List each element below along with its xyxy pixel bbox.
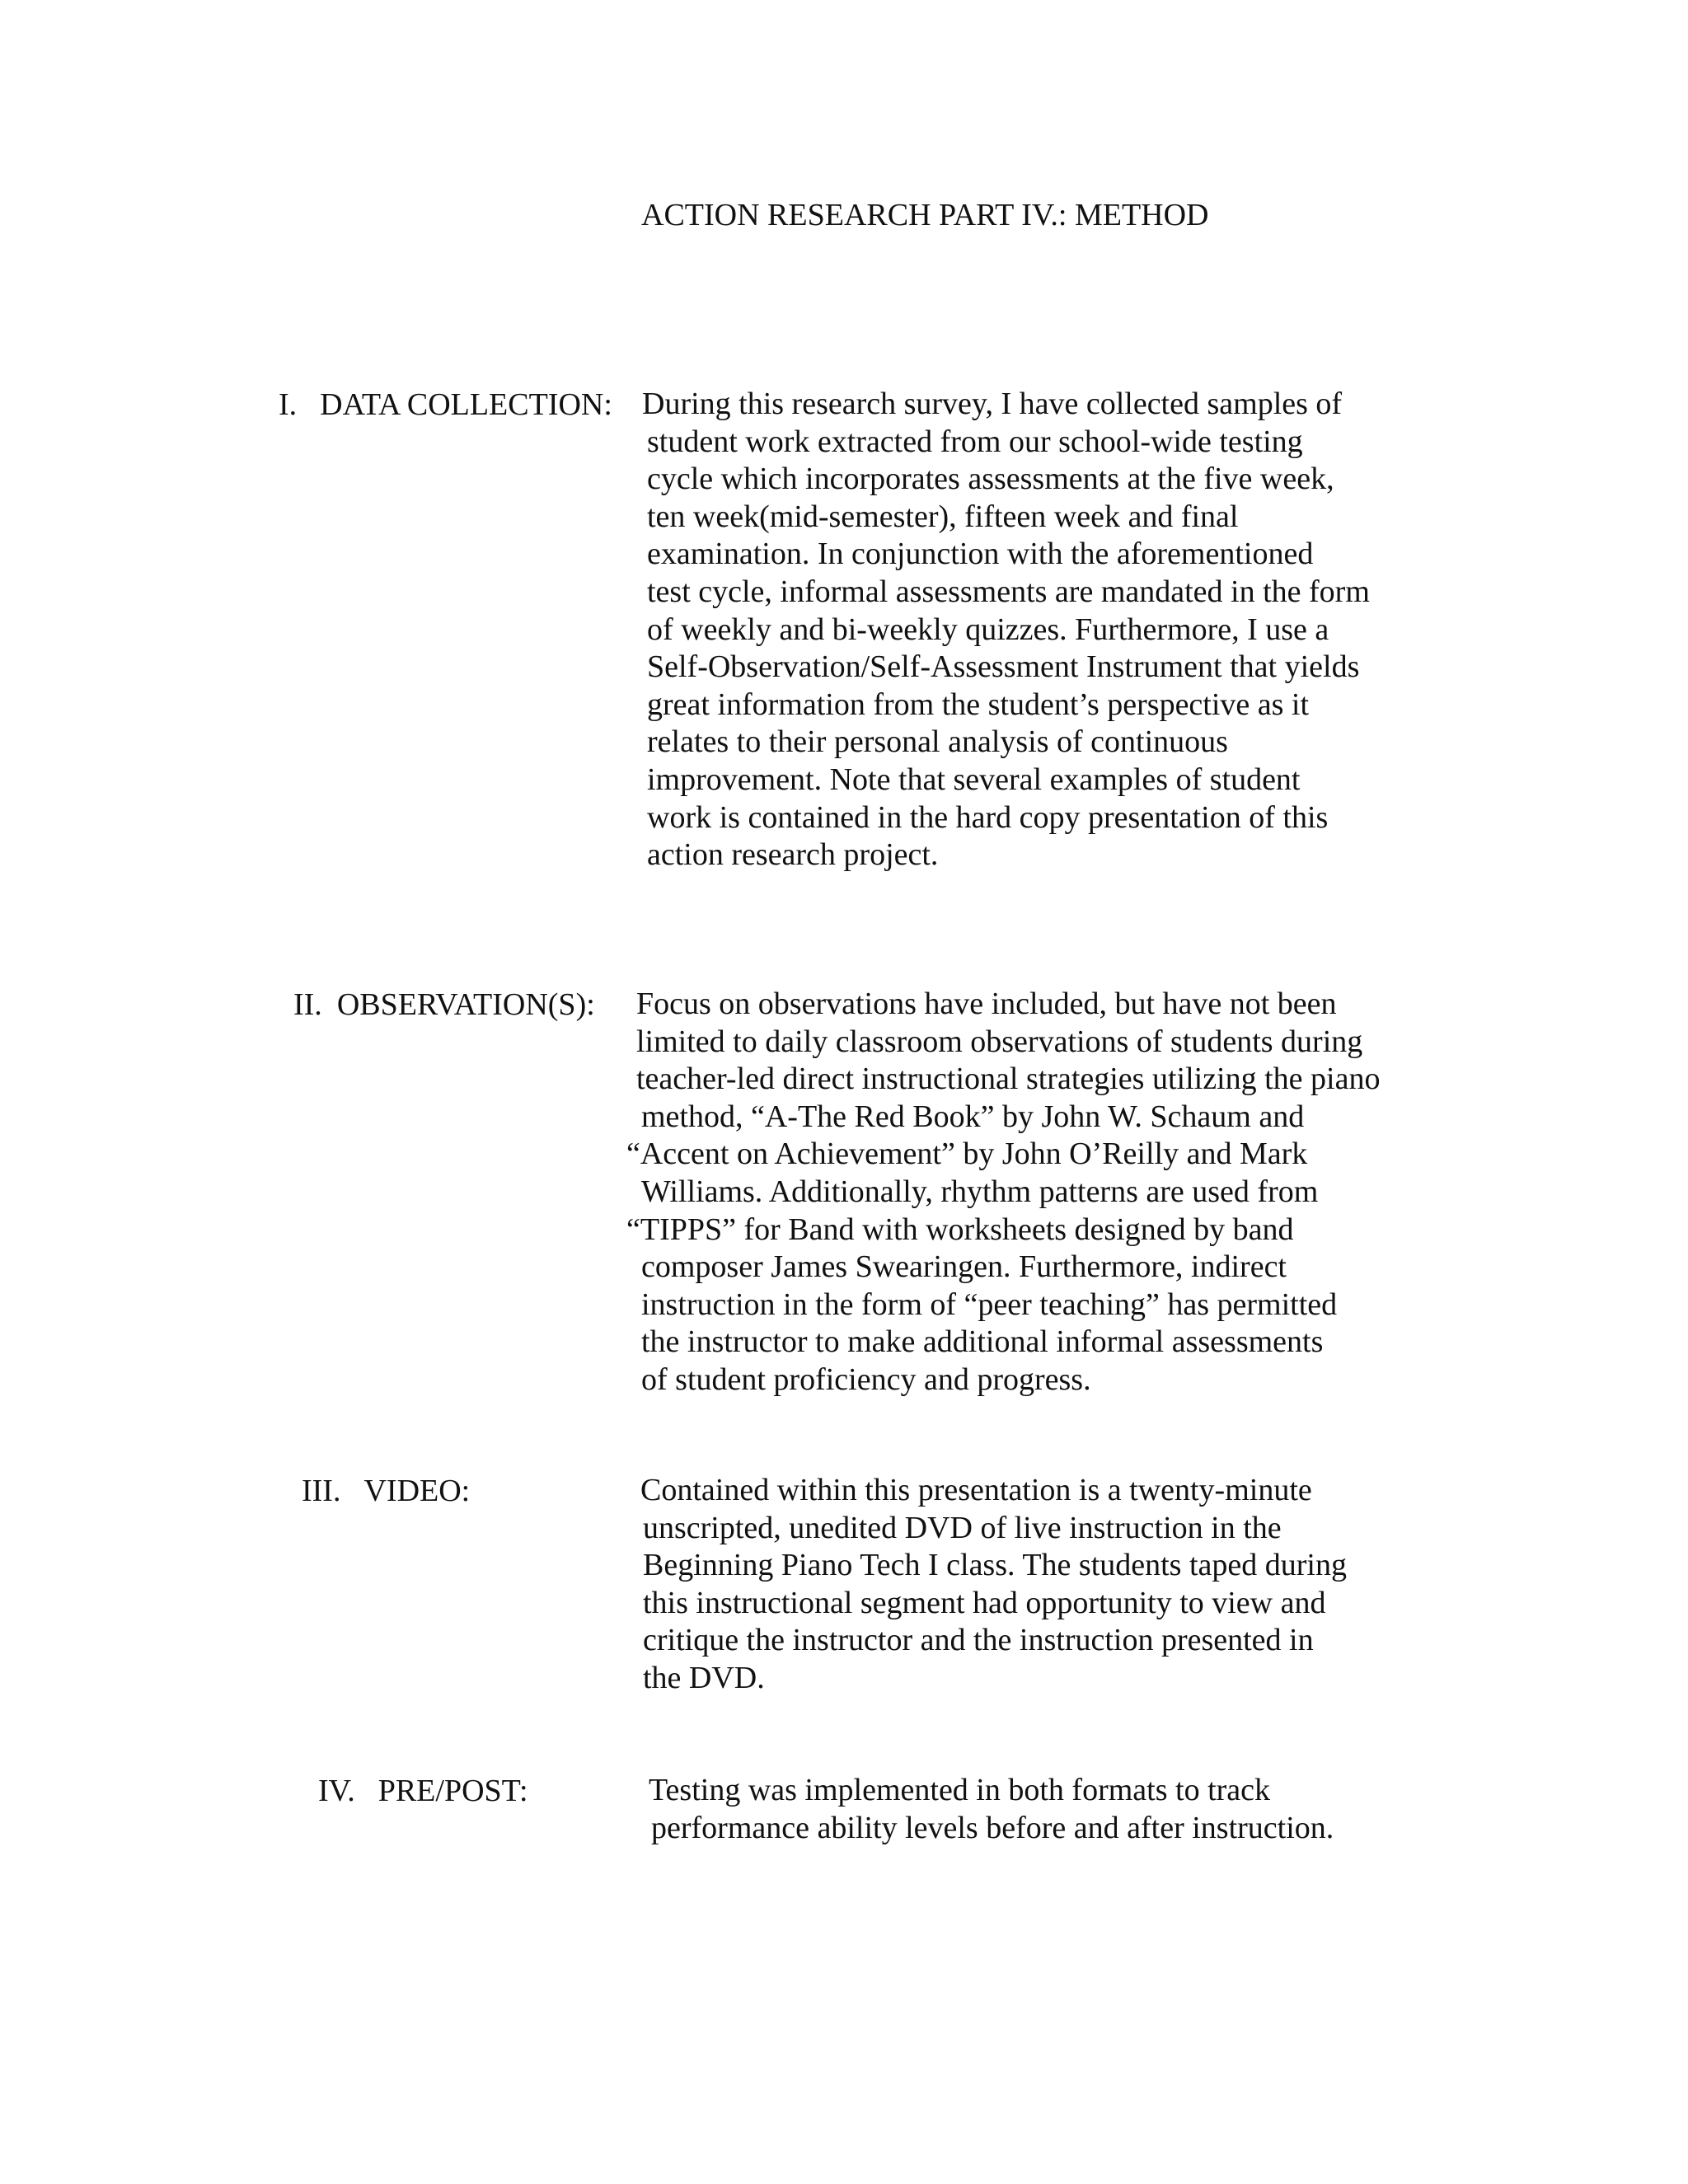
section-heading-text: DATA COLLECTION: [320,387,612,422]
section-body [642,386,1370,874]
body-line: method, “A-The Red Book” by John W. Schaum and [641,1099,1305,1134]
body-line: cycle which incorporates assessments at the five week, [647,462,1334,497]
section-body [640,1472,1347,1698]
body-line: great information from the student’s perspective as it [647,687,1310,722]
section-numeral: IV. [318,1774,355,1808]
body-line: Beginning Piano Tech I class. The students taped during [643,1548,1347,1583]
body-line: work is contained in the hard copy presentation of this [647,799,1329,835]
body-line: Williams. Additionally, rhythm patterns are used from [641,1174,1319,1209]
section-heading-text: OBSERVATION(S): [336,987,595,1022]
body-line: test cycle, informal assessments are mandated in the form [647,574,1370,609]
body-line: Focus on observations have included, but have not been [636,987,1337,1021]
body-line: During this research survey, I have collected samples of [642,387,1343,421]
body-line: the DVD. [643,1660,765,1695]
body-line: ten week(mid-semester), fifteen week and final [647,499,1239,534]
body-line: Testing was implemented in both formats to track [649,1773,1271,1807]
body-line: critique the instructor and the instruction presented in [643,1623,1314,1658]
section-body [626,986,1380,1399]
body-line: unscripted, unedited DVD of live instruction in the [643,1510,1282,1545]
body-line: this instructional segment had opportunity to view and [643,1585,1326,1620]
section-numeral: III. [302,1474,341,1508]
section-heading [279,386,612,424]
body-line: of weekly and bi-weekly quizzes. Furthermore, I use a [647,612,1329,647]
body-line: Contained within this presentation is a twenty-minute [640,1473,1312,1507]
body-line: student work extracted from our school-wide testing [647,424,1303,459]
section-numeral: I. [279,387,298,422]
body-line: relates to their personal analysis of continuous [647,724,1228,760]
document-title: ACTION RESEARCH PART IV.: METHOD [641,198,1209,232]
section-heading-text: PRE/POST: [377,1774,528,1808]
body-line: Self-Observation/Self-Assessment Instrument that yields [647,649,1360,685]
body-line: the instructor to make additional informal assessments [641,1324,1324,1360]
body-line: performance ability levels before and after instruction. [651,1810,1334,1845]
body-line: composer James Swearingen. Furthermore, indirect [641,1249,1287,1285]
body-line: instruction in the form of “peer teaching” has permitted [641,1286,1338,1322]
body-line: limited to daily classroom observations of students during [636,1024,1363,1059]
section-numeral: II. [293,987,322,1022]
body-line: improvement. Note that several examples of student [647,762,1301,797]
body-line: teacher-led direct instructional strategies utilizing the piano [636,1062,1381,1097]
body-line: “Accent on Achievement” by John O’Reilly and Mark [626,1137,1308,1172]
section-body [649,1772,1334,1847]
body-line: action research project. [647,837,939,873]
section-heading [293,986,595,1024]
body-line: “TIPPS” for Band with worksheets designed by band [626,1212,1294,1247]
section-heading-text: VIDEO: [363,1474,471,1508]
body-line: examination. In conjunction with the aforementioned [647,537,1314,572]
section-heading [318,1772,528,1810]
section-heading [302,1472,470,1510]
body-line: of student proficiency and progress. [641,1361,1091,1397]
